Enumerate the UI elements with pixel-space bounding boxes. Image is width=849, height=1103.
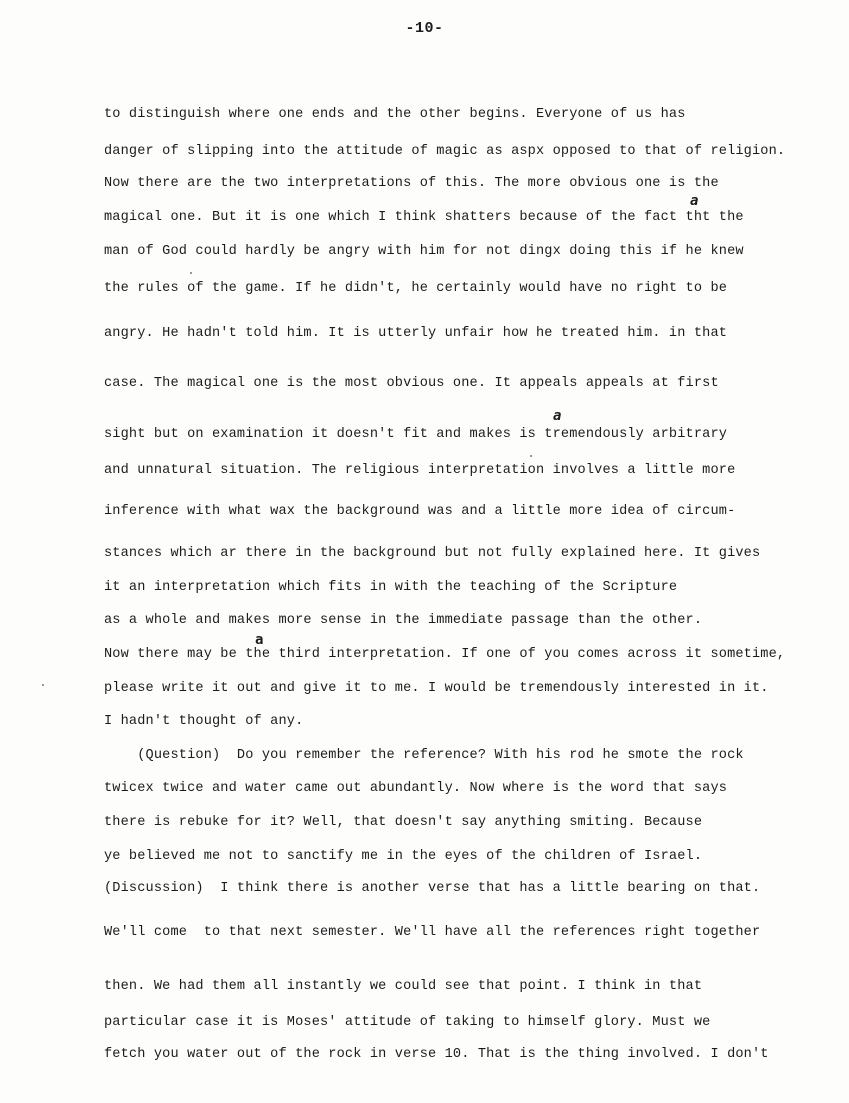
text-line: and unnatural situation. The religious interpretation involves a little more [104,463,736,478]
text-line: (Discussion) I think there is another verse that has a little bearing on that. [104,881,761,896]
text-line: ye believed me not to sanctify me in the eyes of the children of Israel. [104,849,703,864]
text-line: inference with what wax the background was and a little more idea of circum- [104,504,736,519]
text-line: I hadn't thought of any. [104,714,304,729]
page-number: -10- [405,20,444,37]
text-line: please write it out and give it to me. I would be tremendously interested in it. [104,681,769,696]
text-line: (Question) Do you remember the reference? With his rod he smote the rock [104,748,744,763]
text-line: as a whole and makes more sense in the immediate passage than the other. [104,613,703,628]
text-line: the rules of the game. If he didn't, he certainly would have no right to be [104,281,728,296]
text-line: there is rebuke for it? Well, that doesn't say anything smiting. Because [104,815,703,830]
text-line: twicex twice and water came out abundantly. Now where is the word that says [104,781,728,796]
scan-speck [190,272,192,274]
text-line: stances which ar there in the background but not fully explained here. It gives [104,546,761,561]
text-line: We'll come to that next semester. We'll have all the references right together [104,925,761,940]
text-line: Now there may be the third interpretation. If one of you comes across it sometime, [104,647,786,662]
text-line: to distinguish where one ends and the other begins. Everyone of us has [104,107,686,122]
text-line: fetch you water out of the rock in verse 10. That is the thing involved. I don't [104,1047,769,1062]
text-line: sight but on examination it doesn't fit and makes is tremendously arbitrary [104,427,728,442]
correction-mark: a [255,632,264,648]
text-line: particular case it is Moses' attitude of taking to himself glory. Must we [104,1015,711,1030]
correction-mark: a [690,193,699,209]
text-line: man of God could hardly be angry with him for not dingx doing this if he knew [104,244,744,259]
text-line: Now there are the two interpretations of this. The more obvious one is the [104,176,719,191]
text-line: case. The magical one is the most obvious one. It appeals appeals at first [104,376,719,391]
text-line: then. We had them all instantly we could see that point. I think in that [104,979,703,994]
correction-mark: a [553,408,562,424]
scan-speck [530,455,532,457]
text-line: danger of slipping into the attitude of magic as aspx opposed to that of religion. [104,144,786,159]
text-line: it an interpretation which fits in with the teaching of the Scripture [104,580,678,595]
text-line: magical one. But it is one which I think shatters because of the fact tht the [104,210,744,225]
scan-speck [42,684,44,686]
text-line: angry. He hadn't told him. It is utterly unfair how he treated him. in that [104,326,728,341]
